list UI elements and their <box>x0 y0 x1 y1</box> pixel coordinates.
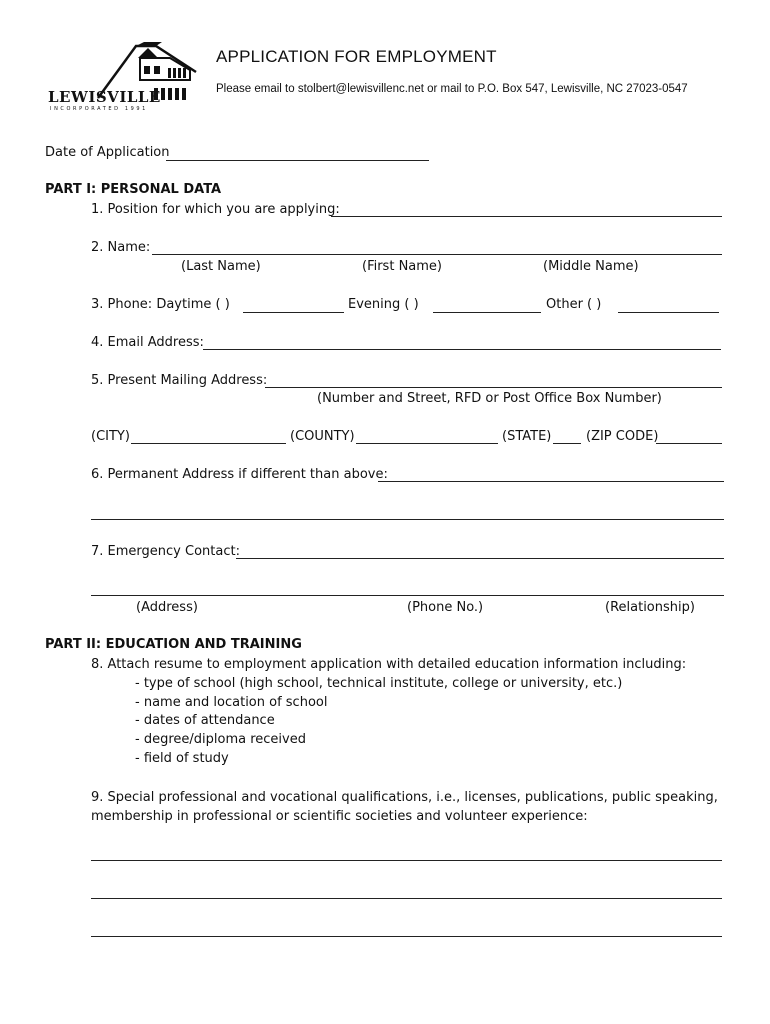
mailing-address-caption: (Number and Street, RFD or Post Office Box Number) <box>317 391 662 406</box>
county-label: (COUNTY) <box>290 429 355 444</box>
name-field[interactable] <box>152 254 722 255</box>
list-item: - field of study <box>135 751 229 766</box>
emergency-contact-field-line2[interactable] <box>91 595 724 596</box>
list-item: - type of school (high school, technical institute, college or university, etc.) <box>135 676 623 691</box>
evening-phone-field[interactable] <box>433 312 541 313</box>
logo-name: LEWISVILLE <box>48 88 161 106</box>
zip-label: (ZIP CODE) <box>586 429 659 444</box>
date-of-application-label: Date of Application <box>45 145 170 160</box>
logo-tagline: INCORPORATED 1991 <box>50 106 148 112</box>
list-item: - dates of attendance <box>135 713 275 728</box>
q1-label: 1. Position for which you are applying: <box>91 202 340 217</box>
q9-label-line2: membership in professional or scientific societies and volunteer experience: <box>91 809 588 824</box>
permanent-address-field-line2[interactable] <box>91 519 724 520</box>
qualifications-field-line1[interactable] <box>91 860 722 861</box>
q7-label: 7. Emergency Contact: <box>91 544 240 559</box>
position-field[interactable] <box>331 216 722 217</box>
list-item: - name and location of school <box>135 695 328 710</box>
list-item: - degree/diploma received <box>135 732 306 747</box>
q9-label-line1: 9. Special professional and vocational qualifications, i.e., licenses, publications, public speaking, <box>91 790 718 805</box>
q4-label: 4. Email Address: <box>91 335 204 350</box>
first-name-caption: (First Name) <box>362 259 442 274</box>
other-phone-field[interactable] <box>618 312 719 313</box>
q3-evening-label: Evening ( ) <box>348 297 419 312</box>
mailing-address-field[interactable] <box>265 387 722 388</box>
state-field[interactable] <box>553 443 581 444</box>
q6-label: 6. Permanent Address if different than above: <box>91 467 388 482</box>
last-name-caption: (Last Name) <box>181 259 261 274</box>
middle-name-caption: (Middle Name) <box>543 259 639 274</box>
q3-other-label: Other ( ) <box>546 297 602 312</box>
zip-field[interactable] <box>656 443 722 444</box>
city-field[interactable] <box>131 443 286 444</box>
permanent-address-field[interactable] <box>378 481 724 482</box>
qualifications-field-line2[interactable] <box>91 898 722 899</box>
part1-heading: PART I: PERSONAL DATA <box>45 182 222 197</box>
city-label: (CITY) <box>91 429 130 444</box>
emergency-contact-field[interactable] <box>236 558 724 559</box>
email-field[interactable] <box>203 349 721 350</box>
page-title: APPLICATION FOR EMPLOYMENT <box>216 47 497 66</box>
lewisville-logo <box>44 40 204 112</box>
qualifications-field-line3[interactable] <box>91 936 722 937</box>
q5-label: 5. Present Mailing Address: <box>91 373 268 388</box>
county-field[interactable] <box>356 443 498 444</box>
ec-phone-caption: (Phone No.) <box>407 600 484 615</box>
part2-heading: PART II: EDUCATION AND TRAINING <box>45 637 302 652</box>
q3-daytime-label: 3. Phone: Daytime ( ) <box>91 297 230 312</box>
ec-relationship-caption: (Relationship) <box>605 600 695 615</box>
daytime-phone-field[interactable] <box>243 312 344 313</box>
ec-address-caption: (Address) <box>136 600 198 615</box>
state-label: (STATE) <box>502 429 552 444</box>
date-of-application-field[interactable] <box>166 160 429 161</box>
page-subtitle: Please email to stolbert@lewisvillenc.net or mail to P.O. Box 547, Lewisville, NC 27023-0547 <box>216 83 688 95</box>
q2-label: 2. Name: <box>91 240 151 255</box>
q8-label: 8. Attach resume to employment application with detailed education information including: <box>91 657 687 672</box>
